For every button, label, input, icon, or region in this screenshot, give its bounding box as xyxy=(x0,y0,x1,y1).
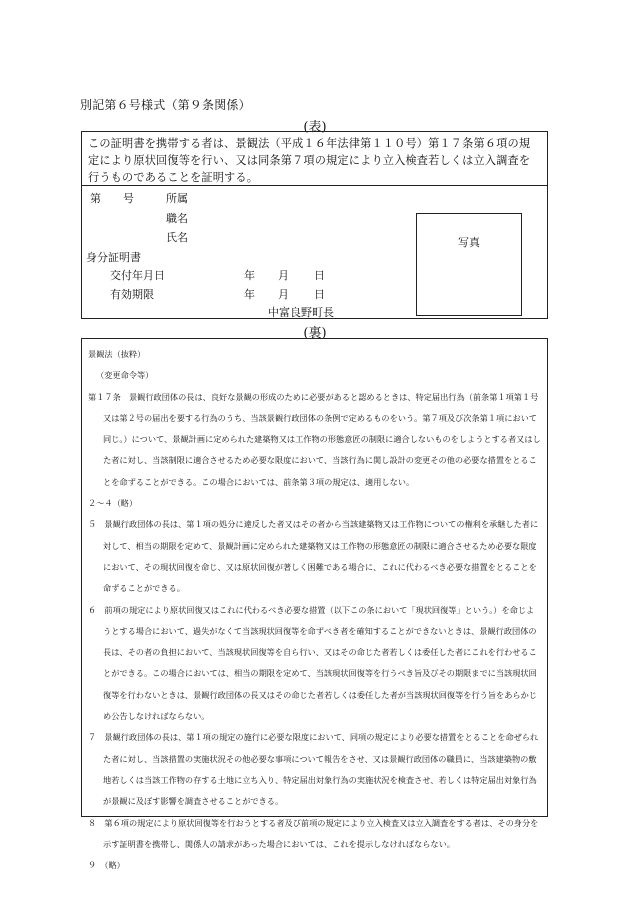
paragraph-7: ７ 景観行政団体の長は、第１項の規定の施行に必要な限度において、同項の規定により必要な措置をとることを命ぜられた者に対し、当該措置の実施状況その他必要な事項について報告をさせ、又は景観行政団体の職員に、当該建築物の敷地若しくは当該工作物の存する土地に立ち入り、特定届出対象行為の実施状況を検査させ、若しくは特定届出対象行為が景観に及ぼす影響を調査させることができる。 xyxy=(88,732,539,807)
photo-label: 写真 xyxy=(458,236,480,249)
law-excerpt-subheading: （変更命令等） xyxy=(96,370,154,381)
valid-until-label: 有効期限 xyxy=(110,288,154,301)
paragraph-2-4: ２～４（略） xyxy=(88,498,138,509)
certificate-front xyxy=(81,131,548,319)
issue-month: 月 xyxy=(278,269,289,282)
front-side-label: (表) xyxy=(303,120,327,135)
paragraph-8: ８ 第６項の規定により原状回復等を行おうとする者及び前項の規定により立入検査又は立入調査をする者は、その身分を示す証明書を携帯し、関係人の請求があった場合においては、これを提示しなければならない。 xyxy=(88,817,539,849)
certificate-back xyxy=(81,338,548,871)
valid-day: 日 xyxy=(314,288,325,301)
valid-year: 年 xyxy=(244,288,255,301)
issue-date-label: 交付年月日 xyxy=(110,269,165,282)
number-suffix: 号 xyxy=(123,192,134,205)
article-17-paragraph: 第１７条 景観行政団体の長は、良好な景観の形成のために必要があると認めるときは、特定届出行為（前条第１項第１号又は第２号の届出を要する行為のうち、当該景観行政団体の条例で定めるものをいう。第７項及び次条第１項において同じ。）について、景観計画に定められた建築物又は工作物の形態意匠の制限に適合しないものをしようとする者又はした者に対し、当該制限に適合させるため必要な限度において、当該行為に関し設計の変更その他の必要な措置をとることを命ずることができる。この場合においては、前条第３項の規定は、適用しない。 xyxy=(88,391,541,487)
affiliation-label: 所属 xyxy=(166,192,188,205)
paragraph-6: ６ 前項の規定により原状回復又はこれに代わるべき必要な措置（以下この条において「現状回復等」という。）を命じようとする場合において、過失がなくて当該現状回復等を命ずべき者を確知することができないときは、景観行政団体の長は、その者の負担において、当該現状回復等を自ら行い、又はその命じた者若しくは委任した者にこれを行わせることができる。この場合においては、相当の期限を定めて、当該現状回復等を行うべき旨及びその期限までに当該現状回復等を行わないときは、景観行政団体の長又はその命じた者若しくは委任した者が当該現状回復等を行う旨をあらかじめ公告しなければならない。 xyxy=(88,604,537,722)
position-label: 職名 xyxy=(166,212,188,225)
issue-day: 日 xyxy=(314,269,325,282)
paragraph-9: ９ （略） xyxy=(88,860,125,871)
form-title: 別記第６号様式（第９条関係） xyxy=(80,98,251,112)
photo-box xyxy=(416,213,522,316)
paragraph-5: ５ 景観行政団体の長は、第１項の処分に違反した者又はその者から当該建築物又は工作物についての権利を承継した者に対して、相当の期限を定めて、景観計画に定められた建築物又は工作物の形態意匠の制限に適合させるため必要な限度において、その現状回復を命じ、又は原状回復が著しく困難である場合に、これに代わるべき必要な措置をとることを命ずることができる。 xyxy=(88,519,539,594)
issue-year: 年 xyxy=(244,269,255,282)
number-label: 第 xyxy=(90,192,101,205)
id-cert-label: 身分証明書 xyxy=(86,251,141,264)
law-excerpt-heading: 景観法（抜粋） xyxy=(88,349,146,359)
issuer-name: 中富良野町長 xyxy=(268,306,334,319)
certificate-statement: この証明書を携帯する者は、景観法（平成１６年法律第１１０号）第１７条第６項の規定により原状回復等を行い、又は同条第７項の規定により立入検査若しくは立入調査を行うものであることを証明する。 xyxy=(82,132,547,186)
name-label: 氏名 xyxy=(166,231,188,244)
valid-month: 月 xyxy=(278,288,289,301)
back-side-label: (裏) xyxy=(303,326,327,341)
